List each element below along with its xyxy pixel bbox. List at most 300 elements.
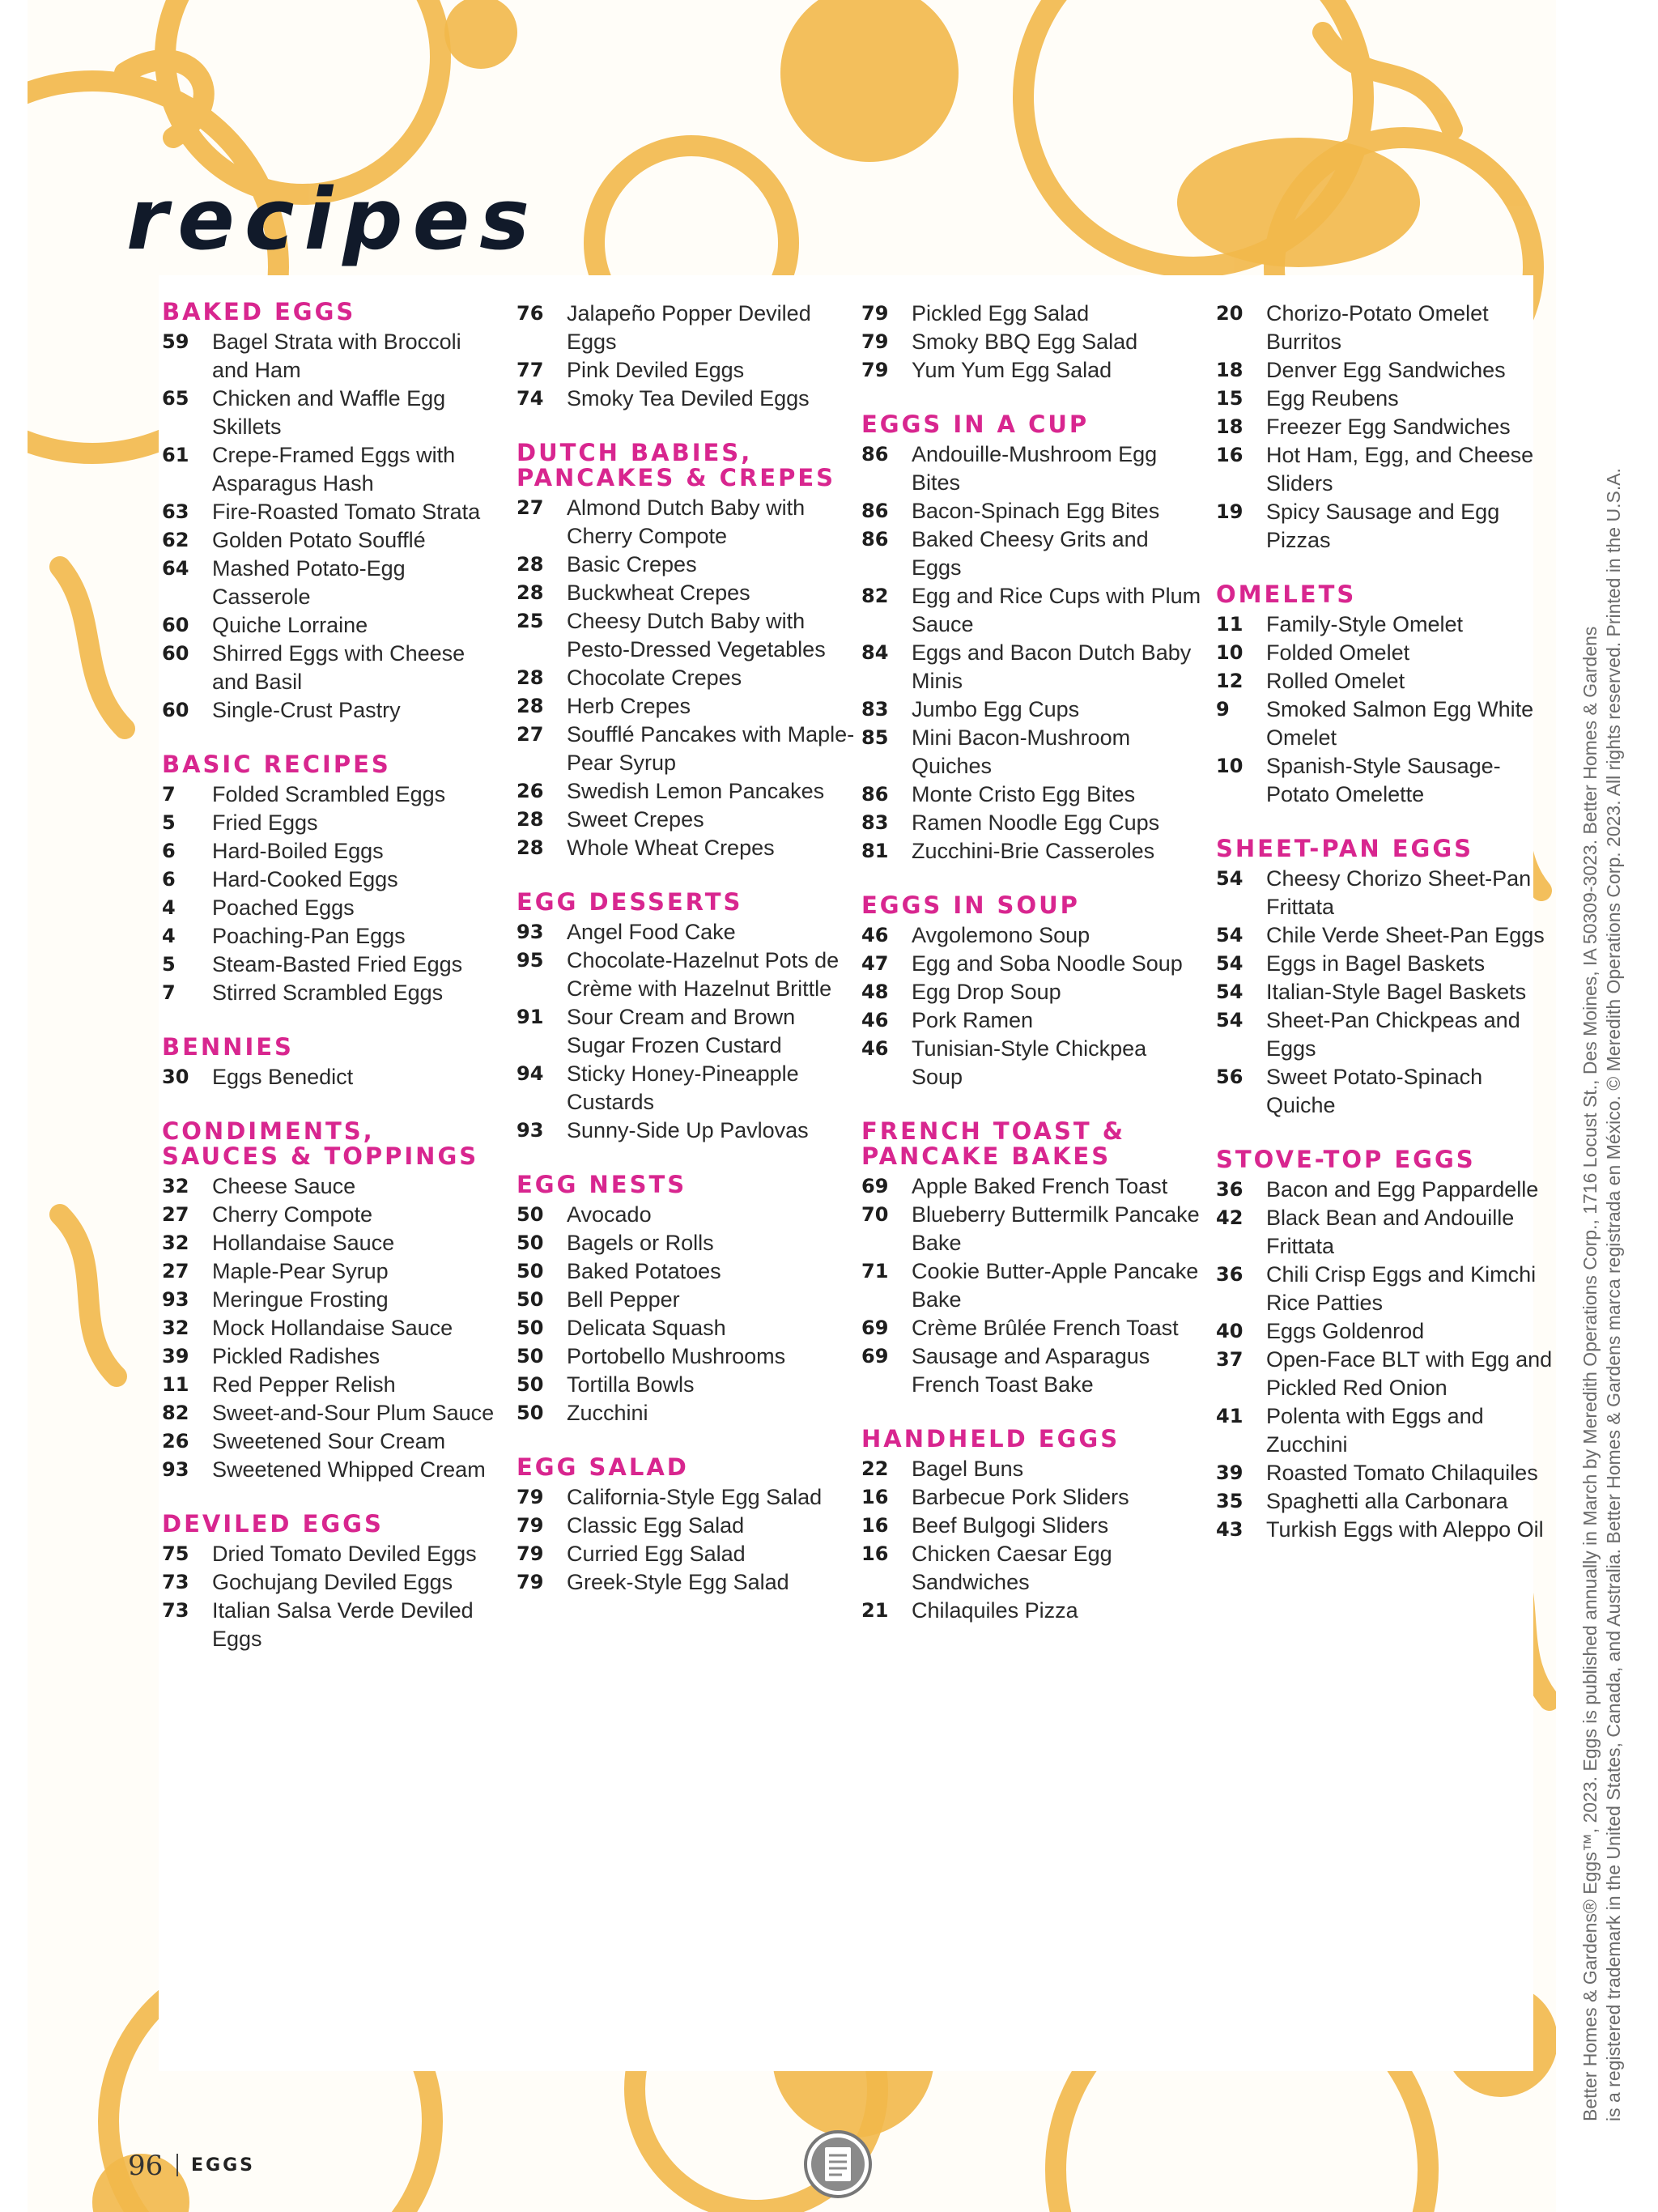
recipe-name: Apple Baked French Toast	[912, 1174, 1168, 1198]
recipe-name: Smoked Salmon Egg White Omelet	[1266, 697, 1534, 750]
recipe-entry	[861, 1201, 1201, 1257]
recipe-name: Blueberry Buttermilk Pancake Bake	[912, 1202, 1200, 1255]
recipe-entry	[162, 1568, 502, 1597]
recipe-name: Sweet-and-Sour Plum Sauce	[212, 1401, 495, 1425]
recipe-name: Chilaquiles Pizza	[912, 1598, 1078, 1623]
recipe-entry	[517, 1286, 857, 1314]
recipe-name: Buckwheat Crepes	[567, 581, 750, 605]
recipe-entry	[162, 1427, 502, 1456]
recipe-name: Fire-Roasted Tomato Strata	[212, 500, 481, 524]
recipe-name: Spanish-Style Sausage-Potato Omelette	[1266, 754, 1501, 806]
recipe-entry	[1216, 441, 1556, 498]
recipe-entry	[517, 946, 857, 1003]
recipe-entry	[517, 1512, 857, 1540]
recipe-entry	[861, 809, 1201, 837]
recipe-name: Rolled Omelet	[1266, 669, 1405, 693]
recipe-name: Jalapeño Popper Deviled Eggs	[567, 301, 811, 354]
recipe-entry	[162, 866, 502, 894]
recipe-page-number: 54	[1216, 924, 1244, 946]
recipe-name: Stirred Scrambled Eggs	[212, 981, 444, 1005]
recipe-entry	[517, 1540, 857, 1568]
recipe-page-number: 15	[1216, 387, 1244, 410]
recipe-name: Hollandaise Sauce	[212, 1231, 395, 1255]
recipe-page-number: 47	[861, 952, 889, 975]
recipe-name: Eggs in Bagel Baskets	[1266, 951, 1486, 976]
recipe-entry	[861, 1342, 1201, 1399]
recipe-page-number: 32	[162, 1317, 189, 1339]
recipe-section	[162, 1512, 502, 1653]
recipe-name: Folded Omelet	[1266, 640, 1410, 665]
recipe-page-number: 6	[162, 840, 176, 862]
recipe-page-number: 79	[517, 1486, 544, 1508]
recipe-section	[517, 890, 857, 1145]
publication-credits	[1579, 308, 1626, 2121]
recipe-name: Dried Tomato Deviled Eggs	[212, 1542, 477, 1566]
recipe-page-number: 9	[1216, 698, 1230, 721]
recipe-name: Egg and Soba Noodle Soup	[912, 951, 1183, 976]
recipe-entry	[517, 721, 857, 777]
recipe-page-number: 32	[162, 1175, 189, 1197]
recipe-section	[1216, 1147, 1556, 1544]
recipe-name: Bagels or Rolls	[567, 1231, 714, 1255]
recipe-entry	[1216, 950, 1556, 978]
recipe-section	[861, 1427, 1201, 1625]
recipe-section	[1216, 582, 1556, 809]
recipe-page-number: 4	[162, 925, 176, 947]
recipe-entry	[162, 498, 502, 526]
recipe-page-number: 16	[861, 1542, 889, 1565]
recipe-name: Sausage and Asparagus French Toast Bake	[912, 1344, 1150, 1397]
recipe-page-number: 83	[861, 811, 889, 834]
recipe-entry	[162, 837, 502, 866]
recipe-entry	[1216, 300, 1556, 356]
recipe-page-number: 62	[162, 529, 189, 551]
recipe-entry	[162, 1399, 502, 1427]
recipe-entry	[162, 781, 502, 809]
recipe-entry	[861, 1257, 1201, 1314]
recipe-section	[861, 300, 1201, 385]
recipe-page-number: 79	[861, 359, 889, 381]
recipe-name: Tunisian-Style Chickpea Soup	[912, 1036, 1147, 1089]
recipe-name: Sticky Honey-Pineapple Custards	[567, 1061, 799, 1114]
recipe-name: Zucchini	[567, 1401, 648, 1425]
recipe-page-number: 28	[517, 808, 544, 831]
recipe-name: Smoky BBQ Egg Salad	[912, 330, 1138, 354]
recipe-page-number: 61	[162, 444, 189, 466]
recipe-page-number: 26	[162, 1430, 189, 1453]
recipe-entry	[1216, 639, 1556, 667]
recipe-page-number: 60	[162, 699, 189, 721]
recipe-entry	[162, 385, 502, 441]
recipe-name: Yum Yum Egg Salad	[912, 358, 1112, 382]
recipe-name: Fried Eggs	[212, 810, 318, 835]
recipe-entry	[162, 1314, 502, 1342]
recipe-name: Baked Potatoes	[567, 1259, 721, 1283]
recipe-page-number: 40	[1216, 1320, 1244, 1342]
recipe-page-number: 54	[1216, 952, 1244, 975]
recipe-page-number: 50	[517, 1288, 544, 1311]
recipe-page-number: 7	[162, 783, 176, 806]
recipe-name: Egg Drop Soup	[912, 980, 1061, 1004]
recipe-name: Jumbo Egg Cups	[912, 697, 1080, 721]
recipe-section	[517, 300, 857, 413]
recipe-name: Sweet Crepes	[567, 807, 704, 832]
recipe-name: Pickled Radishes	[212, 1344, 380, 1368]
recipe-page-number: 54	[1216, 981, 1244, 1003]
recipe-section	[162, 752, 502, 1007]
recipe-entry	[861, 837, 1201, 866]
recipe-page-number: 79	[861, 302, 889, 325]
recipe-page-number: 37	[1216, 1348, 1244, 1371]
recipe-entry	[162, 1257, 502, 1286]
footer-magazine-label: EGGS	[191, 2155, 255, 2176]
recipe-page-number: 93	[517, 1119, 544, 1142]
recipe-entry	[1216, 696, 1556, 752]
recipe-name: Golden Potato Soufflé	[212, 528, 426, 552]
recipe-entry	[517, 300, 857, 356]
recipe-name: Roasted Tomato Chilaquiles	[1266, 1461, 1538, 1485]
recipe-name: Spicy Sausage and Egg Pizzas	[1266, 500, 1500, 552]
recipe-entry	[162, 640, 502, 696]
recipe-page-number: 28	[517, 695, 544, 717]
recipe-name: Hard-Boiled Eggs	[212, 839, 384, 863]
recipe-entry	[861, 1540, 1201, 1597]
recipe-page-number: 82	[162, 1402, 189, 1424]
recipe-page-number: 50	[517, 1402, 544, 1424]
index-column-3	[861, 300, 1201, 1653]
recipe-name: Basic Crepes	[567, 552, 697, 576]
recipe-page-number: 54	[1216, 867, 1244, 890]
recipe-name: Sweet Potato-Spinach Quiche	[1266, 1065, 1483, 1117]
recipe-entry	[517, 1201, 857, 1229]
recipe-entry	[517, 1229, 857, 1257]
recipe-name: Bell Pepper	[567, 1287, 680, 1312]
index-column-4	[1216, 300, 1556, 1572]
recipe-name: Zucchini-Brie Casseroles	[912, 839, 1155, 863]
index-column-2	[517, 300, 857, 1624]
recipe-page-number: 95	[517, 949, 544, 972]
recipe-page-number: 39	[1216, 1461, 1244, 1484]
recipe-section	[162, 1035, 502, 1091]
recipe-page-number: 82	[861, 585, 889, 607]
recipe-section	[517, 440, 857, 862]
recipe-page-number: 18	[1216, 415, 1244, 438]
recipe-name: Meringue Frosting	[212, 1287, 389, 1312]
section-heading: HANDHELD EGGS	[861, 1425, 1120, 1453]
recipe-page-number: 64	[162, 557, 189, 580]
recipe-page-number: 50	[517, 1231, 544, 1254]
recipe-entry	[1216, 385, 1556, 413]
recipe-page-number: 27	[517, 496, 544, 519]
recipe-name: Cheesy Dutch Baby with Pesto-Dressed Vegetables	[567, 609, 826, 661]
section-heading: EGGS IN A CUP	[861, 410, 1090, 438]
recipe-entry	[162, 922, 502, 951]
recipe-entry	[861, 1006, 1201, 1035]
recipe-page-number: 4	[162, 896, 176, 919]
recipe-name: Gochujang Deviled Eggs	[212, 1570, 453, 1594]
recipe-entry	[1216, 667, 1556, 696]
recipe-entry	[861, 525, 1201, 582]
recipe-name: Mashed Potato-Egg Casserole	[212, 556, 406, 609]
recipe-entry	[1216, 1516, 1556, 1544]
recipe-name: Chocolate-Hazelnut Pots de Crème with Hazelnut Brittle	[567, 948, 840, 1001]
recipe-name: Sour Cream and Brown Sugar Frozen Custard	[567, 1005, 796, 1057]
recipe-page-number: 79	[517, 1514, 544, 1537]
recipe-entry	[1216, 1204, 1556, 1261]
section-heading: BENNIES	[162, 1033, 294, 1061]
recipe-page-number: 54	[1216, 1009, 1244, 1032]
recipe-name: Denver Egg Sandwiches	[1266, 358, 1506, 382]
recipe-entry	[861, 1035, 1201, 1091]
recipe-page-number: 28	[517, 666, 544, 689]
recipe-name: Single-Crust Pastry	[212, 698, 401, 722]
recipe-name: Andouille-Mushroom Egg Bites	[912, 442, 1158, 495]
recipe-name: Eggs Benedict	[212, 1065, 354, 1089]
recipe-entry	[861, 724, 1201, 781]
recipe-name: Crème Brûlée French Toast	[912, 1316, 1179, 1340]
recipe-page-number: 70	[861, 1203, 889, 1226]
recipe-page-number: 93	[517, 921, 544, 943]
recipe-name: Mini Bacon-Mushroom Quiches	[912, 725, 1131, 778]
recipe-page-number: 93	[162, 1458, 189, 1481]
recipe-page-number: 11	[1216, 613, 1244, 636]
recipe-entry	[162, 526, 502, 555]
recipe-entry	[1216, 1459, 1556, 1487]
recipe-page-number: 50	[517, 1260, 544, 1283]
recipe-name: Avocado	[567, 1202, 652, 1227]
recipe-page-number: 74	[517, 387, 544, 410]
recipe-page-number: 10	[1216, 755, 1244, 777]
recipe-page-number: 6	[162, 868, 176, 891]
recipe-page-number: 69	[861, 1317, 889, 1339]
recipe-name: Freezer Egg Sandwiches	[1266, 415, 1511, 439]
recipe-entry	[1216, 1346, 1556, 1402]
recipe-name: Cheese Sauce	[212, 1174, 356, 1198]
recipe-name: Chocolate Crepes	[567, 666, 742, 690]
recipe-page-number: 86	[861, 443, 889, 466]
recipe-entry	[861, 1172, 1201, 1201]
recipe-name: Classic Egg Salad	[567, 1513, 745, 1538]
recipe-name: Angel Food Cake	[567, 920, 736, 944]
recipe-name: Sheet-Pan Chickpeas and Eggs	[1266, 1008, 1520, 1061]
recipe-name: Sunny-Side Up Pavlovas	[567, 1118, 809, 1142]
recipe-page-number: 75	[162, 1542, 189, 1565]
recipe-page-number: 36	[1216, 1178, 1244, 1201]
recipe-entry	[861, 328, 1201, 356]
recipe-entry	[162, 1597, 502, 1653]
recipe-entry	[162, 441, 502, 498]
recipe-name: Egg Reubens	[1266, 386, 1399, 410]
recipe-name: Sweetened Whipped Cream	[212, 1457, 486, 1482]
recipe-entry	[517, 1399, 857, 1427]
recipe-entry	[517, 1483, 857, 1512]
recipe-name: Italian-Style Bagel Baskets	[1266, 980, 1527, 1004]
recipe-name: Avgolemono Soup	[912, 923, 1090, 947]
recipe-entry	[162, 1286, 502, 1314]
recipe-entry	[517, 494, 857, 551]
document-page-icon	[803, 2129, 873, 2199]
recipe-name: Swedish Lemon Pancakes	[567, 779, 825, 803]
recipe-entry	[517, 1060, 857, 1117]
recipe-page-number: 86	[861, 783, 889, 806]
recipe-name: Hot Ham, Egg, and Cheese Sliders	[1266, 443, 1534, 496]
recipe-entry	[162, 1229, 502, 1257]
recipe-entry	[861, 1512, 1201, 1540]
recipe-page-number: 39	[162, 1345, 189, 1368]
recipe-name: Herb Crepes	[567, 694, 691, 718]
recipe-name: Steam-Basted Fried Eggs	[212, 952, 463, 976]
recipe-name: Bagel Strata with Broccoli and Ham	[212, 330, 461, 382]
recipe-name: Folded Scrambled Eggs	[212, 782, 446, 806]
recipe-name: Curried Egg Salad	[567, 1542, 746, 1566]
recipe-name: Cookie Butter-Apple Pancake Bake	[912, 1259, 1199, 1312]
recipe-section	[861, 893, 1201, 1091]
recipe-name: Chorizo-Potato Omelet Burritos	[1266, 301, 1489, 354]
recipe-entry	[861, 356, 1201, 385]
recipe-entry	[861, 781, 1201, 809]
recipe-page-number: 30	[162, 1066, 189, 1088]
recipe-entry	[517, 607, 857, 664]
recipe-entry	[517, 551, 857, 579]
recipe-entry	[162, 328, 502, 385]
section-heading: EGGS IN SOUP	[861, 891, 1080, 919]
recipe-entry	[517, 1568, 857, 1597]
recipe-name: Open-Face BLT with Egg and Pickled Red Onion	[1266, 1347, 1553, 1400]
recipe-page-number: 27	[162, 1260, 189, 1283]
recipe-entry	[517, 1117, 857, 1145]
recipe-entry	[1216, 498, 1556, 555]
recipe-page-number: 20	[1216, 302, 1244, 325]
recipe-page-number: 83	[861, 698, 889, 721]
recipe-entry	[861, 1314, 1201, 1342]
recipe-page-number: 5	[162, 811, 176, 834]
recipe-entry	[517, 1342, 857, 1371]
recipe-entry	[1216, 610, 1556, 639]
recipe-page-number: 16	[861, 1514, 889, 1537]
recipe-name: Cherry Compote	[212, 1202, 373, 1227]
recipe-section	[1216, 836, 1556, 1120]
recipe-section	[1216, 300, 1556, 555]
section-heading: DUTCH BABIES, PANCAKES & CREPES	[517, 439, 836, 491]
recipe-entry	[861, 921, 1201, 950]
recipe-page-number: 50	[517, 1317, 544, 1339]
recipe-name: Ramen Noodle Egg Cups	[912, 810, 1160, 835]
recipe-entry	[1216, 1487, 1556, 1516]
recipe-entry	[162, 951, 502, 979]
recipe-name: Beef Bulgogi Sliders	[912, 1513, 1109, 1538]
recipe-page-number: 22	[861, 1457, 889, 1480]
recipe-entry	[517, 692, 857, 721]
recipe-name: Maple-Pear Syrup	[212, 1259, 389, 1283]
recipe-entry	[861, 497, 1201, 525]
recipe-page-number: 93	[162, 1288, 189, 1311]
recipe-page-number: 19	[1216, 500, 1244, 523]
recipe-name: Pickled Egg Salad	[912, 301, 1090, 325]
recipe-name: Bagel Buns	[912, 1457, 1024, 1481]
recipe-section	[517, 1455, 857, 1597]
recipe-entry	[162, 979, 502, 1007]
recipe-section	[517, 1172, 857, 1427]
recipe-page-number: 48	[861, 981, 889, 1003]
recipe-page-number: 85	[861, 726, 889, 749]
recipe-entry	[517, 1314, 857, 1342]
recipe-entry	[861, 978, 1201, 1006]
recipe-page-number: 71	[861, 1260, 889, 1283]
credits-line-2: is a registered trademark in the United States, Canada, and Australia. Better Homes & Gardens marca registrada en México. © Meredith Operations Corp. 2023. All rights reserved. Printed in the U.S.A.	[1603, 468, 1624, 2121]
recipe-entry	[861, 300, 1201, 328]
recipe-name: Mock Hollandaise Sauce	[212, 1316, 453, 1340]
recipe-page-number: 42	[1216, 1206, 1244, 1229]
recipe-page-number: 59	[162, 330, 189, 353]
section-heading: SHEET-PAN EGGS	[1216, 835, 1474, 862]
credits-line-1: Better Homes & Gardens® Eggs™, 2023. Eggs is published annually in March by Meredith Operations Corp., 1716 Locust St., Des Moines, IA 50309-3023. Better Homes & Gardens	[1579, 626, 1601, 2121]
recipe-page-number: 76	[517, 302, 544, 325]
recipe-page-number: 41	[1216, 1405, 1244, 1427]
recipe-page-number: 11	[162, 1373, 189, 1396]
section-heading: CONDIMENTS, SAUCES & TOPPINGS	[162, 1117, 479, 1170]
recipe-name: Greek-Style Egg Salad	[567, 1570, 789, 1594]
recipe-page-number: 46	[861, 1009, 889, 1032]
recipe-name: Portobello Mushrooms	[567, 1344, 786, 1368]
recipe-page-number: 81	[861, 840, 889, 862]
recipe-entry	[861, 1455, 1201, 1483]
recipe-name: Pork Ramen	[912, 1008, 1034, 1032]
recipe-name: Red Pepper Relish	[212, 1372, 396, 1397]
recipe-page-number: 69	[861, 1345, 889, 1368]
recipe-entry	[162, 696, 502, 725]
footer-page-number: 96	[128, 2150, 164, 2182]
recipe-page-number: 46	[861, 1037, 889, 1060]
recipe-page-number: 50	[517, 1203, 544, 1226]
recipe-entry	[162, 611, 502, 640]
recipe-entry	[162, 1342, 502, 1371]
recipe-page-number: 60	[162, 642, 189, 665]
recipe-entry	[517, 1257, 857, 1286]
recipe-entry	[861, 696, 1201, 724]
recipe-section	[861, 412, 1201, 866]
recipe-name: Quiche Lorraine	[212, 613, 368, 637]
recipe-entry	[517, 777, 857, 806]
footer-divider	[176, 2154, 178, 2176]
recipe-entry	[1216, 921, 1556, 950]
recipe-page-number: 12	[1216, 670, 1244, 692]
recipe-section	[162, 300, 502, 725]
recipe-section	[861, 1119, 1201, 1399]
section-heading: EGG NESTS	[517, 1171, 687, 1198]
recipe-name: Smoky Tea Deviled Eggs	[567, 386, 810, 410]
recipe-entry	[1216, 1063, 1556, 1120]
recipe-page-number: 16	[861, 1486, 889, 1508]
recipe-name: Eggs Goldenrod	[1266, 1319, 1425, 1343]
recipe-section	[162, 1119, 502, 1484]
recipe-name: Bacon and Egg Pappardelle	[1266, 1177, 1539, 1202]
recipe-page-number: 46	[861, 924, 889, 946]
recipe-name: Egg and Rice Cups with Plum Sauce	[912, 584, 1201, 636]
section-heading: BASIC RECIPES	[162, 751, 391, 778]
section-heading: OMELETS	[1216, 581, 1357, 608]
recipe-page-number: 35	[1216, 1490, 1244, 1512]
recipe-name: Poached Eggs	[212, 895, 355, 920]
recipe-name: Crepe-Framed Eggs with Asparagus Hash	[212, 443, 456, 496]
recipe-page-number: 25	[517, 610, 544, 632]
recipe-name: Chicken Caesar Egg Sandwiches	[912, 1542, 1112, 1594]
recipe-page-number: 79	[861, 330, 889, 353]
recipe-name: Almond Dutch Baby with Cherry Compote	[567, 496, 806, 548]
recipe-page-number: 5	[162, 953, 176, 976]
recipe-name: Sweetened Sour Cream	[212, 1429, 446, 1453]
page-title: recipes	[126, 170, 540, 269]
recipe-name: Spaghetti alla Carbonara	[1266, 1489, 1508, 1513]
